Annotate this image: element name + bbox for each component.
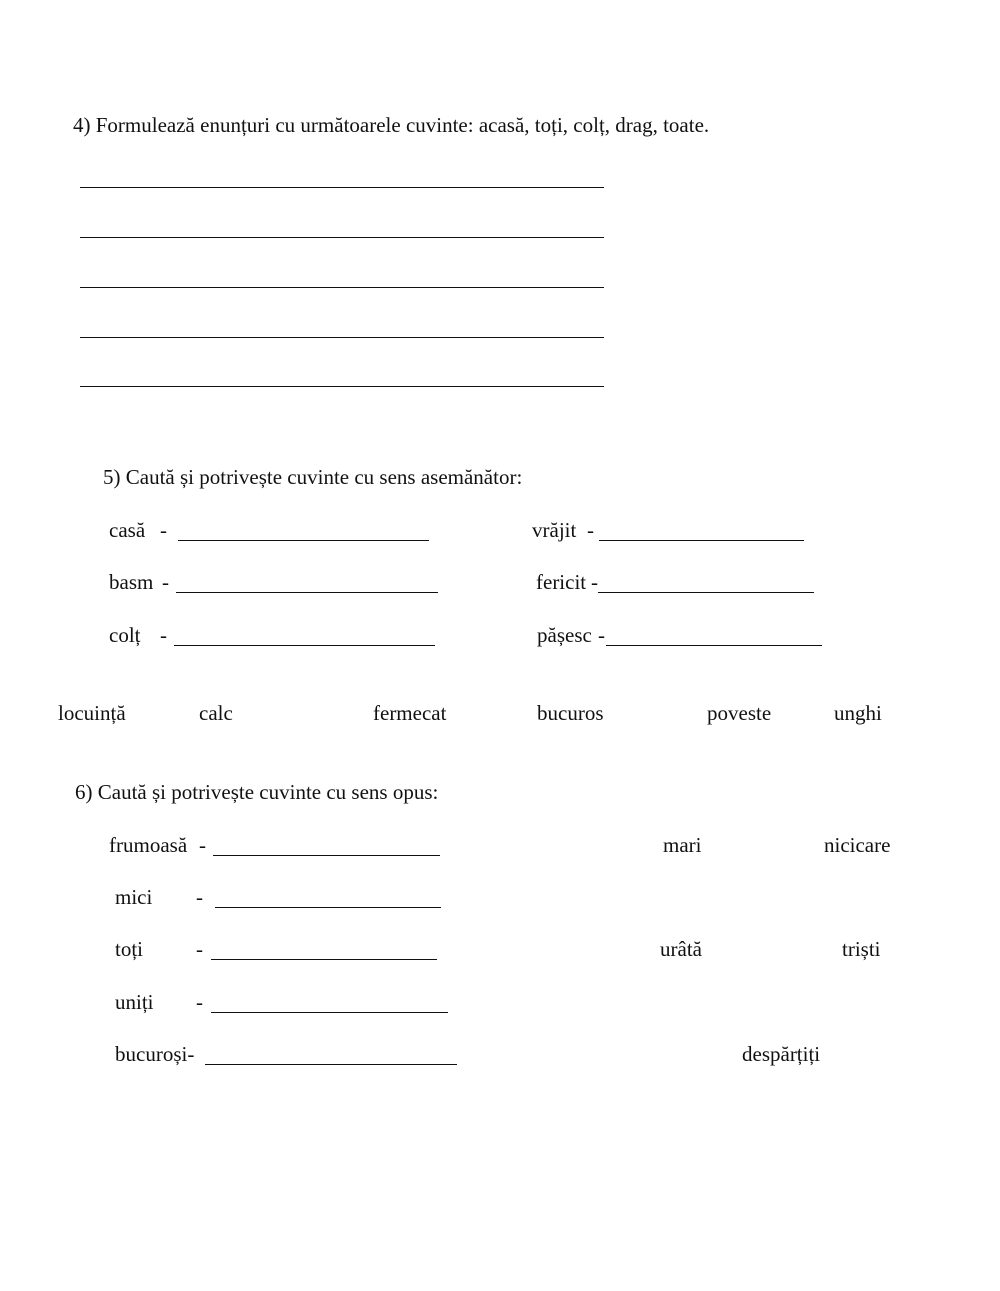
answer-line-4[interactable]	[80, 337, 604, 338]
antonym-word-frumoasa: frumoasă	[109, 833, 188, 857]
antonym-blank-mici[interactable]	[215, 907, 441, 908]
synonym-word-fericit: fericit	[536, 570, 587, 594]
synonym-word-colt: colț	[109, 623, 141, 647]
antonym-word-mici: mici	[115, 885, 153, 909]
synonym-word-casa: casă	[109, 518, 146, 542]
word-bank-item[interactable]: calc	[199, 701, 233, 725]
antonym-blank-uniti[interactable]	[211, 1012, 448, 1013]
antonym-word-toti: toți	[115, 937, 144, 961]
answer-line-1[interactable]	[80, 187, 604, 188]
exercise-4-instruction: 4) Formulează enunțuri cu următoarele cuvinte: acasă, toți, colț, drag, toate.	[73, 113, 710, 137]
synonym-word-basm: basm	[109, 570, 154, 594]
antonym-dash: -	[196, 885, 203, 909]
antonym-dash: -	[196, 990, 203, 1014]
synonym-dash: -	[160, 623, 167, 647]
synonym-blank-pasesc[interactable]	[606, 645, 822, 646]
synonym-word-pasesc: pășesc	[537, 623, 592, 647]
synonym-blank-casa[interactable]	[178, 540, 429, 541]
synonym-blank-vrajit[interactable]	[599, 540, 804, 541]
synonym-dash: -	[587, 518, 594, 542]
antonym-word-bucurosi: bucuroși-	[115, 1042, 195, 1066]
synonym-dash: -	[598, 623, 605, 647]
antonym-blank-frumoasa[interactable]	[213, 855, 440, 856]
word-bank-item[interactable]: unghi	[834, 701, 882, 725]
synonym-dash: -	[591, 570, 598, 594]
antonym-blank-toti[interactable]	[211, 959, 437, 960]
synonym-blank-basm[interactable]	[176, 592, 438, 593]
word-bank-item[interactable]: poveste	[707, 701, 772, 725]
word-bank-item[interactable]: bucuros	[537, 701, 604, 725]
synonym-dash: -	[160, 518, 167, 542]
exercise-5-instruction: 5) Caută și potrivește cuvinte cu sens asemănător:	[103, 465, 523, 489]
exercise-6-instruction: 6) Caută și potrivește cuvinte cu sens opus:	[75, 780, 439, 804]
word-bank-item[interactable]: nicicare	[824, 833, 891, 857]
synonym-blank-fericit[interactable]	[598, 592, 814, 593]
word-bank-item[interactable]: urâtă	[660, 937, 702, 961]
synonym-blank-colt[interactable]	[174, 645, 435, 646]
answer-line-3[interactable]	[80, 287, 604, 288]
answer-line-5[interactable]	[80, 386, 604, 387]
synonym-word-vrajit: vrăjit	[532, 518, 577, 542]
antonym-blank-bucurosi[interactable]	[205, 1064, 457, 1065]
word-bank-item[interactable]: despărțiți	[742, 1042, 821, 1066]
antonym-dash: -	[196, 937, 203, 961]
word-bank-item[interactable]: locuință	[58, 701, 126, 725]
word-bank-item[interactable]: fermecat	[373, 701, 447, 725]
synonym-dash: -	[162, 570, 169, 594]
antonym-dash: -	[199, 833, 206, 857]
answer-line-2[interactable]	[80, 237, 604, 238]
word-bank-item[interactable]: mari	[663, 833, 702, 857]
word-bank-item[interactable]: triști	[842, 937, 881, 961]
antonym-word-uniti: uniți	[115, 990, 154, 1014]
